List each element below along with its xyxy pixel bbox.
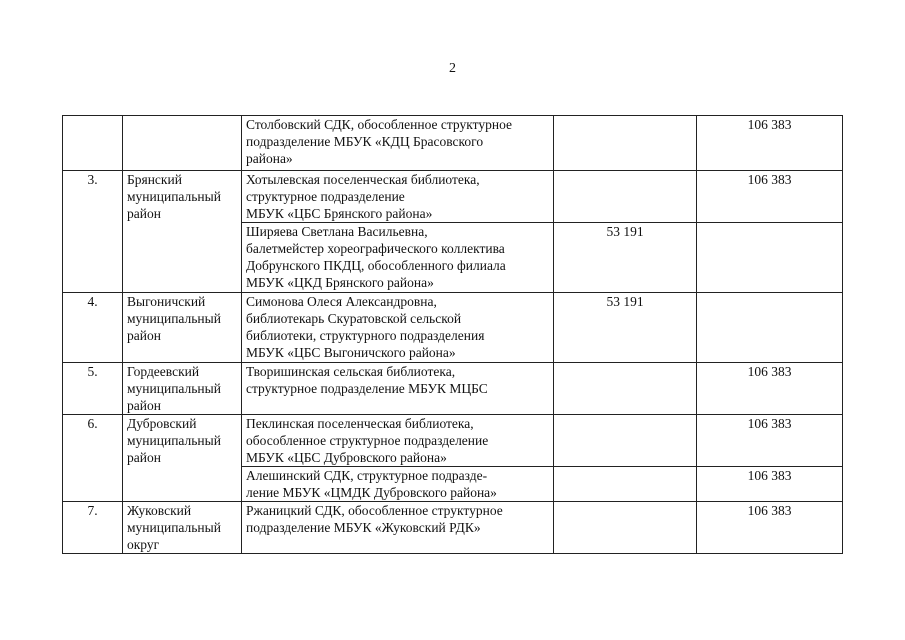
institution-cell: Ширяева Светлана Васильевна, балетмейстер хореографического коллектива Добрунского ПКДЦ, обособленного филиала МБУК «ЦКД Брянского района» — [242, 223, 554, 293]
page-number: 2 — [449, 61, 456, 76]
amount-a-cell — [554, 171, 697, 223]
row-number-cell: 5. — [63, 363, 123, 415]
district-cell: Жуковский муниципальный округ — [123, 502, 242, 554]
institution-cell: Ржаницкий СДК, обособленное структурное подразделение МБУК «Жуковский РДК» — [242, 502, 554, 554]
table-row — [63, 116, 843, 171]
amount-b-cell: 106 383 — [697, 363, 843, 415]
row-number-cell — [63, 116, 123, 171]
amount-a-cell: 53 191 — [554, 293, 697, 363]
institution-cell: Столбовский СДК, обособленное структурное подразделение МБУК «КДЦ Брасовского района» — [242, 116, 554, 171]
amount-b-cell: 106 383 — [697, 467, 843, 502]
district-cell: Выгоничский муниципальный район — [123, 293, 242, 363]
amount-a-cell — [554, 467, 697, 502]
row-number-cell: 4. — [63, 293, 123, 363]
amount-b-cell: 106 383 — [697, 502, 843, 554]
amount-b-cell: 106 383 — [697, 415, 843, 467]
amount-b-cell — [697, 293, 843, 363]
district-cell: Брянский муниципальный район — [123, 171, 242, 293]
institution-cell: Пеклинская поселенческая библиотека, обособленное структурное подразделение МБУК «ЦБС Дубровского района» — [242, 415, 554, 467]
amount-a-cell — [554, 502, 697, 554]
amount-b-cell — [697, 223, 843, 293]
institution-cell: Хотылевская поселенческая библиотека, структурное подразделение МБУК «ЦБС Брянского района» — [242, 171, 554, 223]
institution-cell: Симонова Олеся Александровна, библиотекарь Скуратовской сельской библиотеки, структурного подразделения МБУК «ЦБС Выгоничского района» — [242, 293, 554, 363]
table-row — [63, 363, 843, 415]
district-cell — [123, 116, 242, 171]
amount-a-cell — [554, 363, 697, 415]
district-cell: Гордеевский муниципальный район — [123, 363, 242, 415]
table-row — [63, 415, 843, 467]
institution-cell: Творишинская сельская библиотека, структурное подразделение МБУК МЦБС — [242, 363, 554, 415]
table-row — [63, 502, 843, 554]
row-number-cell: 7. — [63, 502, 123, 554]
district-cell: Дубровский муниципальный район — [123, 415, 242, 502]
allocation-table — [62, 115, 843, 554]
institution-cell: Алешинский СДК, структурное подразде- ление МБУК «ЦМДК Дубровского района» — [242, 467, 554, 502]
row-number-cell: 3. — [63, 171, 123, 293]
amount-a-cell — [554, 415, 697, 467]
amount-b-cell: 106 383 — [697, 116, 843, 171]
amount-b-cell: 106 383 — [697, 171, 843, 223]
table-row — [63, 171, 843, 223]
amount-a-cell — [554, 116, 697, 171]
amount-a-cell: 53 191 — [554, 223, 697, 293]
row-number-cell: 6. — [63, 415, 123, 502]
table-row — [63, 293, 843, 363]
